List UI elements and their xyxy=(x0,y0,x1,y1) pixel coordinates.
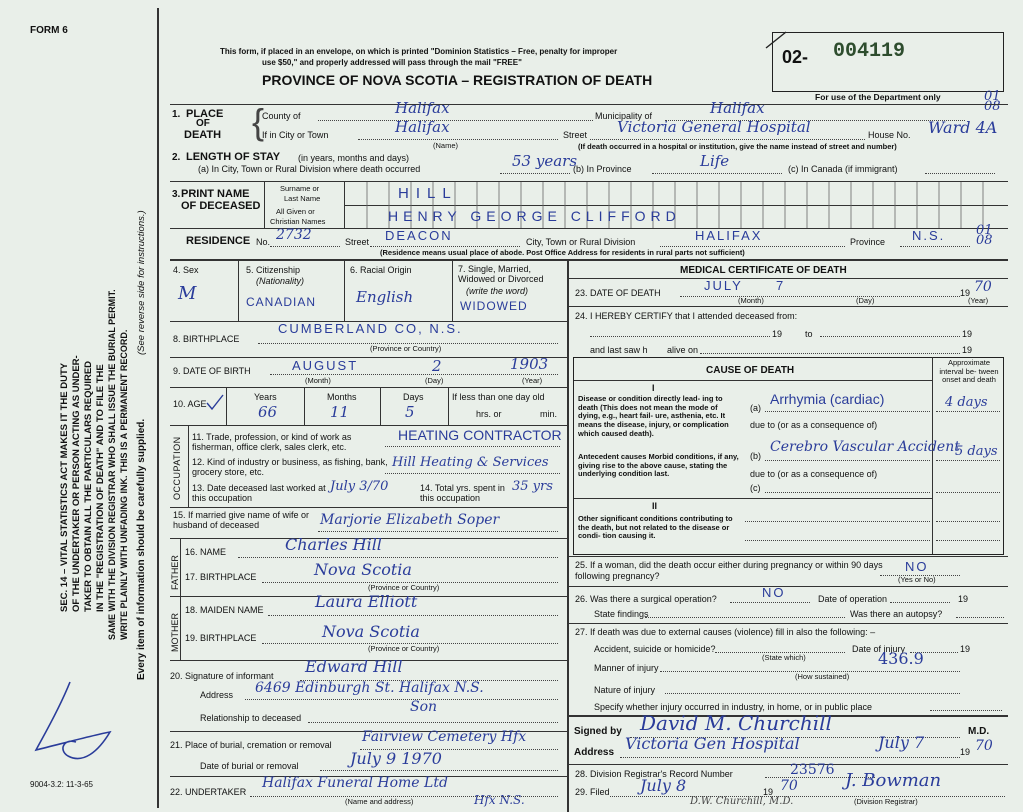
rule xyxy=(568,764,1008,765)
surname-label-2: Last Name xyxy=(284,194,321,203)
f10-days-label: Days xyxy=(403,392,424,402)
res-street-line xyxy=(370,246,520,247)
interval-label: Approximate interval be- tween onset and death xyxy=(939,358,999,385)
f8-label: 8. BIRTHPLACE xyxy=(173,334,240,344)
given-label-1: All Given or xyxy=(276,207,315,216)
f12-value: Hill Heating & Services xyxy=(392,455,549,470)
f7-value: WIDOWED xyxy=(460,299,528,313)
f20-rel: Son xyxy=(410,699,438,715)
f20-rel-label: Relationship to deceased xyxy=(200,713,302,723)
side-note-7: Every item of information should be carefully supplied. xyxy=(136,418,147,680)
city-name-label: (Name) xyxy=(433,141,459,150)
f20-rel-line xyxy=(308,722,558,723)
address-value: Victoria Gen Hospital xyxy=(625,734,800,753)
box-corner-mark xyxy=(764,28,804,52)
f23-year: 70 xyxy=(974,279,992,295)
stay-a-line xyxy=(500,173,570,174)
rule xyxy=(344,259,345,321)
f23-year-prefix: 19 xyxy=(960,288,971,298)
s3-num: 3. xyxy=(172,189,181,200)
house-label: House No. xyxy=(868,130,911,140)
county-label: County of xyxy=(262,111,301,121)
municipality-value: Halifax xyxy=(710,99,765,117)
f23-day: 7 xyxy=(776,278,786,293)
f23-month: JULY xyxy=(704,278,743,293)
f23-line xyxy=(680,296,960,297)
f5-label: 5. Citizenship xyxy=(246,265,301,275)
f21-date-label: Date of burial or removal xyxy=(200,761,299,771)
autopsy-line xyxy=(956,617,1004,618)
cause-c-line xyxy=(765,492,930,493)
f7-sub: (write the word) xyxy=(466,286,529,296)
city-label: If in City or Town xyxy=(262,130,329,140)
address-19: 19 xyxy=(960,747,971,757)
md-label: M.D. xyxy=(968,726,990,737)
cause-a-label: (a) xyxy=(750,403,761,413)
other-line-1 xyxy=(745,521,930,522)
other-interval-line-1 xyxy=(936,521,1000,522)
nature-label: Nature of injury xyxy=(594,685,656,695)
res-province-value: N.S. xyxy=(912,228,946,243)
county-line xyxy=(318,120,593,121)
stay-a-value: 53 years xyxy=(512,152,578,170)
rule xyxy=(568,556,1008,557)
f19-label: 19. BIRTHPLACE xyxy=(185,633,257,643)
res-city-label: City, Town or Rural Division xyxy=(526,237,636,247)
cause-c-label: (c) xyxy=(750,483,761,493)
injury-19: 19 xyxy=(960,644,971,654)
last-seen-label: and last saw h xyxy=(590,345,648,355)
f6-value: English xyxy=(356,288,414,306)
rule xyxy=(568,623,1008,624)
f4-label: 4. Sex xyxy=(173,265,199,275)
other-line-2 xyxy=(745,540,930,541)
f8-value: CUMBERLAND CO, N.S. xyxy=(278,321,463,336)
immediate-label: Disease or condition directly lead- ing to death (This does not mean the mode of dying, e.g., heart fail- ure, asthenia, etc. It means the disease, injury, or complication which caused death). xyxy=(578,394,729,438)
brace: { xyxy=(252,101,265,142)
county-value: Halifax xyxy=(395,99,450,117)
s1-title-3: DEATH xyxy=(184,129,222,141)
rule xyxy=(448,387,449,425)
manner-value: 436.9 xyxy=(878,649,924,668)
f15-label: 15. If married give name of wife or husband of deceased xyxy=(173,510,310,531)
injury-date-label: Date of injury xyxy=(852,644,906,654)
rule xyxy=(568,306,1008,307)
s3-title-2: OF DECEASED xyxy=(181,200,261,212)
f10-months-label: Months xyxy=(327,392,357,402)
stay-c-label: (c) In Canada (if immigrant) xyxy=(788,164,898,174)
cause-b-interval-line xyxy=(936,460,1000,461)
cause-a-interval: 4 days xyxy=(945,395,988,410)
f24-to: to xyxy=(805,329,813,339)
side-note-3: TAKER TO OBTAIN ALL THE PARTICULARS REQUIRED xyxy=(83,360,94,612)
res-province-label: Province xyxy=(850,237,886,247)
rule xyxy=(574,380,932,381)
f24-19a: 19 xyxy=(772,329,783,339)
side-note-4: IN THE "REGISTRATION OF DEATH" AND TO FILE THE xyxy=(95,364,106,612)
cause-b-interval: 5 days xyxy=(955,444,998,459)
f24-line-2 xyxy=(820,336,960,337)
given-label-2: Christian Names xyxy=(270,217,326,226)
f19-sub: (Province or Country) xyxy=(368,644,440,653)
rule xyxy=(238,259,239,321)
due-label-1: due to (or as a consequence of) xyxy=(750,420,878,430)
s2-sub: (in years, months and days) xyxy=(298,153,410,163)
cause-title: CAUSE OF DEATH xyxy=(706,365,795,376)
f18-label: 18. MAIDEN NAME xyxy=(185,605,264,615)
rule xyxy=(932,357,933,554)
f24-19b: 19 xyxy=(962,329,973,339)
rule xyxy=(170,104,1008,105)
initial-mark xyxy=(28,672,118,772)
f29-line xyxy=(610,796,1005,797)
father-label: FATHER xyxy=(170,555,180,590)
given-value: HENRY GEORGE CLIFFORD xyxy=(388,208,681,224)
f21-value: Fairview Cemetery Hfx xyxy=(362,729,527,745)
f23-day-label: (Day) xyxy=(856,296,875,305)
side-note-1: SEC. 14 – VITAL STATISTICS ACT MAKES IT THE DUTY xyxy=(59,362,70,612)
f25-label: 25. If a woman, did the death occur either during pregnancy or within 90 days following pregnancy? xyxy=(575,560,883,581)
address-line xyxy=(620,757,960,758)
f28-value: 23576 xyxy=(790,762,835,778)
f16-label: 16. NAME xyxy=(185,547,227,557)
findings-label: State findings xyxy=(594,609,649,619)
bottom-signature-note: D.W. Churchill, M.D. xyxy=(690,796,794,807)
res-no-value: 2732 xyxy=(276,227,312,243)
f10-years: 66 xyxy=(258,403,278,421)
f12-label: 12. Kind of industry or business, as fishing, bank, grocery store, etc. xyxy=(192,457,388,478)
f15-value: Marjorie Elizabeth Soper xyxy=(320,512,500,528)
rule xyxy=(170,357,567,358)
signed-label: Signed by xyxy=(574,726,622,737)
f9-year-label: (Year) xyxy=(522,376,543,385)
rule xyxy=(180,538,181,660)
rule xyxy=(568,586,1008,587)
f24-label: 24. I HEREBY CERTIFY that I attended deceased from: xyxy=(575,311,798,321)
side-note-2: OF THE UNDERTAKER OR PERSON ACTING AS UNDER- xyxy=(71,355,82,612)
due-label-2: due to (or as a consequence of) xyxy=(750,469,878,479)
f10-years-label: Years xyxy=(254,392,277,402)
op-19: 19 xyxy=(958,594,969,604)
footer-code: 9004-3.2: 11-3-65 xyxy=(30,780,94,789)
residence-label: RESIDENCE xyxy=(186,235,251,247)
cause-b-line xyxy=(765,460,930,461)
s2-num: 2. xyxy=(172,152,181,163)
stay-c-line xyxy=(925,173,995,174)
side-note-6: WRITE PLAINLY WITH UNFADING INK. THIS IS A PERMANENT RECORD. xyxy=(119,329,129,640)
address-label: Address xyxy=(574,747,615,758)
state-which: (State which) xyxy=(762,653,806,662)
f29-year: 70 xyxy=(780,778,798,794)
op-date-label: Date of operation xyxy=(818,594,888,604)
f9-line xyxy=(270,374,558,375)
dept-use-label: For use of the Department only xyxy=(815,92,941,102)
f9-day: 2 xyxy=(432,357,442,375)
surname-label-1: Surname or xyxy=(280,184,320,193)
f22-sub: (Name and address) xyxy=(345,797,414,806)
op-date-line xyxy=(890,602,950,603)
f9-label: 9. DATE OF BIRTH xyxy=(173,366,251,376)
hospital-note: (If death occurred in a hospital or institution, give the name instead of street and number) xyxy=(578,142,897,151)
cause-c-interval-line xyxy=(936,492,1000,493)
f11-line xyxy=(385,446,560,447)
check-mark-icon xyxy=(205,393,225,413)
column-divider xyxy=(567,259,569,812)
municipality-label: Municipality of xyxy=(595,111,653,121)
f9-day-label: (Day) xyxy=(425,376,444,385)
cause-a: Arrhymia (cardiac) xyxy=(770,391,885,407)
street-label: Street xyxy=(563,130,588,140)
f27-label: 27. If death was due to external causes (violence) fill in also the following: – xyxy=(575,627,876,637)
margin-rule xyxy=(157,8,159,808)
f28-label: 28. Division Registrar's Record Number xyxy=(575,769,733,779)
f18-line xyxy=(268,615,558,616)
s3-title-1: PRINT NAME xyxy=(181,188,250,200)
roman-2: II xyxy=(652,501,658,511)
f18-value: Laura Elliott xyxy=(315,592,418,611)
f26-value: NO xyxy=(762,585,786,600)
f13-value: July 3/70 xyxy=(330,479,389,494)
autopsy-label: Was there an autopsy? xyxy=(850,609,943,619)
f7-label: 7. Single, Married, Widowed or Divorced xyxy=(458,264,544,285)
f13-label: 13. Date deceased last worked at this occupation xyxy=(192,483,326,504)
s1-title-2: OF xyxy=(196,118,210,129)
surname-value: HILL xyxy=(398,185,458,202)
street-line xyxy=(590,139,865,140)
page-title: PROVINCE OF NOVA SCOTIA – REGISTRATION OF DEATH xyxy=(262,72,653,88)
f12-line xyxy=(385,473,560,474)
f20-address-line xyxy=(245,699,558,700)
street-value: Victoria General Hospital xyxy=(617,118,811,136)
f16-value: Charles Hill xyxy=(285,535,382,554)
signed-value: David M. Churchill xyxy=(640,711,832,735)
rule xyxy=(170,387,567,388)
f22-value-2: Hfx N.S. xyxy=(474,793,525,807)
form-label: FORM 6 xyxy=(30,25,68,36)
f26-label: 26. Was there a surgical operation? xyxy=(575,594,717,604)
stay-a-label: (a) In City, Town or Rural Division where death occurred xyxy=(198,164,421,174)
house-value: Ward 4A xyxy=(928,118,998,137)
dept-code-1: 01 08 xyxy=(984,89,1001,114)
f11-value: HEATING CONTRACTOR xyxy=(398,427,562,443)
f19-value: Nova Scotia xyxy=(322,622,420,641)
f10-label: 10. AGE xyxy=(173,399,207,409)
f29-value: July 8 xyxy=(640,776,687,795)
cause-a-line xyxy=(765,411,930,412)
stay-b-label: (b) In Province xyxy=(573,164,632,174)
res-no-label: No. xyxy=(256,237,271,247)
f4-value: M xyxy=(178,283,197,304)
res-city-value: HALIFAX xyxy=(695,228,763,243)
f5-value: CANADIAN xyxy=(246,295,317,309)
registrar-label: (Division Registrar) xyxy=(854,797,918,806)
f23-month-label: (Month) xyxy=(738,296,764,305)
f10-days: 5 xyxy=(405,403,415,421)
f6-label: 6. Racial Origin xyxy=(350,265,412,275)
f17-value: Nova Scotia xyxy=(314,560,412,579)
s1-title-1: PLACE xyxy=(186,108,224,120)
res-street-label: Street xyxy=(345,237,370,247)
f15-line xyxy=(318,531,558,532)
registration-prefix: 02- xyxy=(782,47,809,67)
alive-line xyxy=(700,353,960,354)
f25-value: NO xyxy=(905,559,929,574)
antecedent-label: Antecedent causes Morbid conditions, if any, giving rise to the above cause, stating the underlying condition last. xyxy=(578,452,739,479)
f24-line-1 xyxy=(590,336,770,337)
f20-value: Edward Hill xyxy=(305,657,403,676)
f21-label: 21. Place of burial, cremation or removal xyxy=(170,740,332,750)
f8-sub: (Province or Country) xyxy=(370,344,442,353)
dept-code-2: 01 08 xyxy=(976,223,993,248)
s2-title: LENGTH OF STAY xyxy=(186,151,281,163)
rule xyxy=(264,182,265,228)
f9-month-label: (Month) xyxy=(305,376,331,385)
f14-value: 35 yrs xyxy=(512,479,553,494)
registration-number: 004119 xyxy=(833,40,906,63)
f10-months: 11 xyxy=(330,403,350,421)
specify-line xyxy=(930,710,1002,711)
rule xyxy=(452,259,453,321)
f29-19: 19 xyxy=(763,787,774,797)
manner-label: Manner of injury xyxy=(594,663,659,673)
rule xyxy=(568,278,1008,279)
alive-on-label: alive on xyxy=(667,345,699,355)
f23-year-label: (Year) xyxy=(968,296,989,305)
f21-date-line xyxy=(320,770,558,771)
side-note-8: (See reverse side for instructions.) xyxy=(136,210,147,355)
address-date: July 7 xyxy=(878,733,925,752)
registrar-signature: J. Bowman xyxy=(845,770,942,791)
city-value: Halifax xyxy=(395,118,450,136)
f22-value: Halifax Funeral Home Ltd xyxy=(262,775,448,791)
f26-line xyxy=(730,602,810,603)
f10-min-label: min. xyxy=(540,409,558,419)
occupation-label: OCCUPATION xyxy=(172,436,182,500)
header-note-2: use $50," and properly addressed will pass through the mail "FREE" xyxy=(262,58,522,67)
f5-sub: (Nationality) xyxy=(256,276,305,286)
mother-label: MOTHER xyxy=(170,613,180,652)
other-interval-line-2 xyxy=(936,540,1000,541)
f22-label: 22. UNDERTAKER xyxy=(170,787,247,797)
header-note-1: This form, if placed in an envelope, on which is printed "Dominion Statistics – Free, penalty for improper xyxy=(220,47,618,56)
rule xyxy=(226,387,227,425)
rule xyxy=(304,387,305,425)
f10-less-label: If less than one day old xyxy=(452,392,545,402)
other-label: Other significant conditions contributing to the death, but not related to the disease or condi- tion causing it. xyxy=(578,514,733,541)
nature-line xyxy=(665,693,960,694)
residence-note: (Residence means usual place of abode. Post Office Address for residents in rural parts not sufficient) xyxy=(380,248,745,257)
rule xyxy=(380,387,381,425)
f9-year: 1903 xyxy=(510,355,549,373)
rule xyxy=(188,425,189,507)
f9-month: AUGUST xyxy=(292,358,359,373)
f23-label: 23. DATE OF DEATH xyxy=(575,288,661,298)
res-street-value: DEACON xyxy=(385,228,453,243)
f29-label: 29. Filed xyxy=(575,787,610,797)
f10-hrs-label: hrs. or xyxy=(476,409,502,419)
how-label: (How sustained) xyxy=(795,672,850,681)
cause-b-label: (b) xyxy=(750,451,761,461)
findings-line xyxy=(645,617,845,618)
roman-1: I xyxy=(652,383,655,393)
f16-line xyxy=(238,557,558,558)
medical-title: MEDICAL CERTIFICATE OF DEATH xyxy=(680,265,847,276)
res-city-line xyxy=(660,246,845,247)
side-note-5: SAME WITH THE DIVISION REGISTRAR WHO SHALL ISSUE THE BURIAL PERMIT. xyxy=(107,289,117,640)
rule xyxy=(170,259,1008,261)
rule xyxy=(170,507,567,508)
f20-address: 6469 Edinburgh St. Halifax N.S. xyxy=(255,680,484,696)
res-province-line xyxy=(900,246,970,247)
city-line xyxy=(358,139,558,140)
cause-a-interval-line xyxy=(936,411,1000,412)
stay-b-line xyxy=(652,173,782,174)
f14-label: 14. Total yrs. spent in this occupation xyxy=(420,483,505,504)
f17-label: 17. BIRTHPLACE xyxy=(185,572,257,582)
f24-19c: 19 xyxy=(962,345,973,355)
f11-label: 11. Trade, profession, or kind of work as fisherman, office clerk, sales clerk, etc. xyxy=(192,432,352,453)
accident-label: Accident, suicide or homicide? xyxy=(594,644,716,654)
f25-sub: (Yes or No) xyxy=(898,575,936,584)
specify-label: Specify whether injury occurred in industry, in home, or in public place xyxy=(594,702,872,712)
s1-num: 1. xyxy=(172,109,181,120)
f20-address-label: Address xyxy=(200,690,234,700)
res-no-line xyxy=(270,246,340,247)
f20-label: 20. Signature of informant xyxy=(170,671,274,681)
rule xyxy=(574,498,932,499)
cause-b: Cerebro Vascular Accident xyxy=(770,439,960,455)
f17-sub: (Province or Country) xyxy=(368,583,440,592)
address-year: 70 xyxy=(975,738,993,754)
rule xyxy=(170,425,567,426)
stay-b-value: Life xyxy=(700,152,730,170)
f21-date: July 9 1970 xyxy=(350,749,442,768)
